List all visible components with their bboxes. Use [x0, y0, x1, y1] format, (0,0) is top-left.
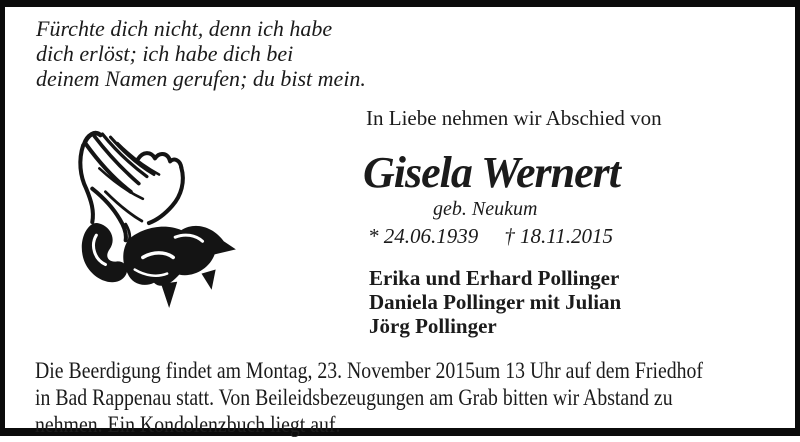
mourners-list	[369, 266, 621, 338]
mourner-line: Daniela Pollinger mit Julian	[369, 290, 622, 314]
funeral-info-line: nehmen. Ein Kondolenzbuch liegt auf.	[35, 412, 341, 437]
death-date: † 18.11.2015	[504, 224, 613, 248]
birth-date: * 24.06.1939	[368, 224, 479, 248]
quote-line: deinem Namen gerufen; du bist mein.	[36, 66, 366, 91]
deceased-name: Gisela Wernert	[363, 148, 620, 197]
praying-hands-icon	[74, 128, 238, 310]
scripture-quote	[36, 16, 366, 91]
quote-line: dich erlöst; ich habe dich bei	[36, 41, 294, 66]
mourner-line: Jörg Pollinger	[369, 314, 497, 338]
funeral-info	[35, 357, 703, 438]
mourner-line: Erika und Erhard Pollinger	[369, 266, 620, 290]
maiden-name: geb. Neukum	[433, 198, 538, 220]
life-dates	[368, 224, 613, 249]
intro-text: In Liebe nehmen wir Abschied von	[366, 106, 662, 130]
quote-line: Fürchte dich nicht, denn ich habe	[36, 16, 333, 41]
funeral-info-line: Die Beerdigung findet am Montag, 23. November 2015um 13 Uhr auf dem Friedhof	[35, 358, 703, 383]
funeral-info-line: in Bad Rappenau statt. Von Beileidsbezeugungen am Grab bitten wir Abstand zu	[35, 385, 673, 410]
